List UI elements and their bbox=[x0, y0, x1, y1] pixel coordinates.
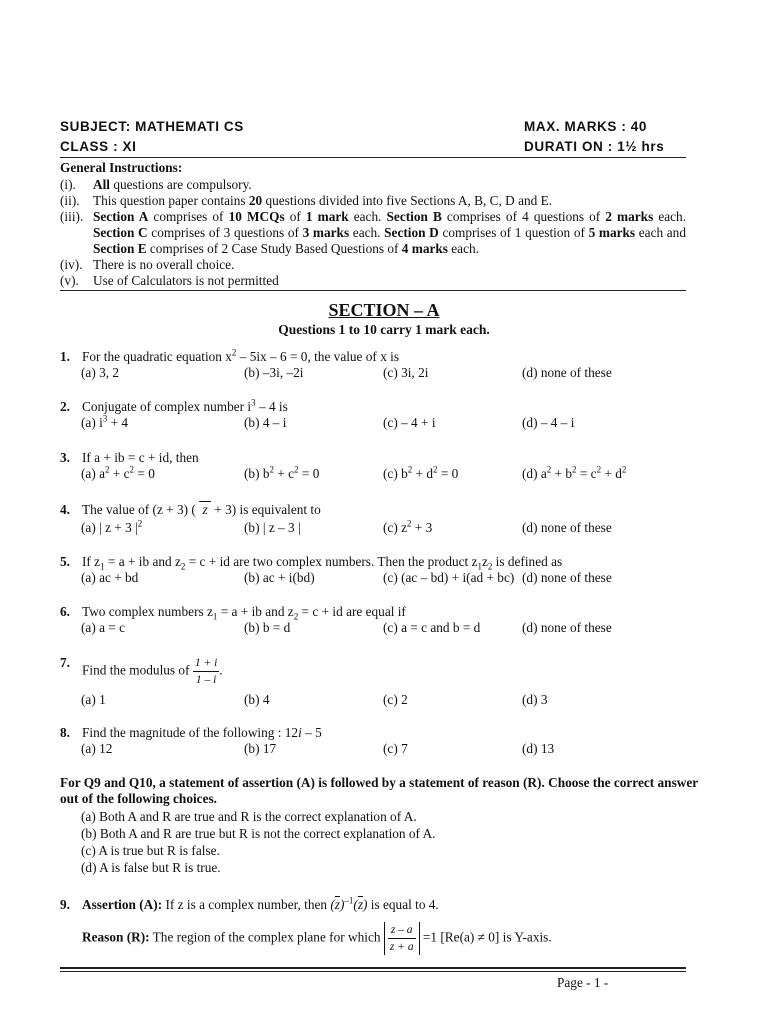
option-c: (c) 3i, 2i bbox=[383, 365, 429, 380]
instruction-text: Use of Calculators is not permitted bbox=[93, 273, 279, 288]
instruction-number: (v). bbox=[60, 273, 79, 288]
question-number: 2. bbox=[60, 399, 70, 414]
option-b: (b) 17 bbox=[244, 741, 277, 756]
header-row-1 bbox=[60, 119, 686, 134]
instruction-text: This question paper contains 20 questions divided into five Sections A, B, C, D and E. bbox=[93, 193, 553, 208]
option-d: (d) none of these bbox=[522, 620, 612, 635]
assertion-reason-intro: For Q9 and Q10, a statement of assertion (A) is followed by a statement of reason (R). Choose the correct answer out of the following choices. bbox=[60, 775, 698, 806]
option-c: (c) $b^2 + d^2 = 0$ bbox=[383, 464, 459, 481]
question-number: 1. bbox=[60, 349, 70, 364]
question-number: 5. bbox=[60, 554, 70, 569]
question-number: 9. bbox=[60, 897, 70, 912]
reason-text: Reason (R): The region of the complex plane for which $\frac{z - a}{z + a}$ =1 [Re(a) ≠ 0] is Y-axis. bbox=[82, 924, 552, 953]
option-a: (a) 1 bbox=[81, 692, 106, 707]
question-text: For the quadratic equation $x^2 - 5ix - 6 = 0$, the value of x is bbox=[82, 347, 400, 364]
question-number: 7. bbox=[60, 655, 70, 670]
option-a: (a) 12 bbox=[81, 741, 113, 756]
footer-rule-thin bbox=[60, 971, 686, 972]
instruction-number: (i). bbox=[60, 177, 76, 192]
instructions-title: General Instructions: bbox=[60, 160, 183, 175]
footer-rule bbox=[60, 967, 686, 969]
header-divider bbox=[60, 157, 686, 158]
assertion-text: Assertion (A): If z is a complex number, then $(\overline{z})^{-1}(\overline{z})$ is equal to 4. bbox=[82, 895, 439, 912]
instruction-item bbox=[60, 177, 686, 193]
ar-choice: (c) A is true but R is false. bbox=[81, 843, 220, 858]
question-number: 3. bbox=[60, 450, 70, 465]
page-number: Page - 1 - bbox=[557, 975, 609, 990]
option-a: (a) ac + bd bbox=[81, 570, 139, 585]
subject-label: SUBJECT: MATHEMATI CS bbox=[60, 119, 244, 134]
option-a: (a) $i^3 + 4$ bbox=[81, 413, 129, 430]
option-d: (d) none of these bbox=[522, 365, 612, 380]
option-b: (b) 4 – i bbox=[244, 415, 287, 430]
option-c: (c) 2 bbox=[383, 692, 408, 707]
option-a: (a) 3, 2 bbox=[81, 365, 120, 380]
option-a: (a) $a^2 + c^2 = 0$ bbox=[81, 464, 155, 481]
question-text: Two complex numbers $z_1 = a$ + ib and $z_2 = c$ + id are equal if bbox=[82, 604, 406, 622]
option-a: (a) | z + 3 $|^2$ bbox=[81, 518, 143, 535]
instruction-item bbox=[60, 209, 686, 257]
option-d: (d) 3 bbox=[522, 692, 548, 707]
instruction-text: Section A comprises of 10 MCQs of 1 mark each. Section B comprises of 4 questions of 2 marks each. Section C comprises of 3 questions of 3 marks each. Section D comprises of 1 question of 5 marks each and Section E comprises of 2 Case Study Based Questions of 4 marks each. bbox=[93, 209, 687, 256]
question-text: Find the modulus of $\frac{1 + i}{1 - i}$ . bbox=[82, 657, 223, 686]
section-title: SECTION – A bbox=[328, 300, 440, 320]
option-a: (a) a = c bbox=[81, 620, 126, 635]
option-b: (b) –3i, –2i bbox=[244, 365, 304, 380]
option-b: (b) ac + i(bd) bbox=[244, 570, 315, 585]
option-b: (b) $b^2 + c^2 = 0$ bbox=[244, 464, 320, 481]
duration-label: DURATI ON : 1½ hrs bbox=[524, 139, 665, 154]
question-number: 6. bbox=[60, 604, 70, 619]
instruction-text: All questions are compulsory. bbox=[93, 177, 252, 192]
ar-choice: (d) A is false but R is true. bbox=[81, 860, 221, 875]
option-b: (b) b = d bbox=[244, 620, 291, 635]
instruction-number: (iii). bbox=[60, 209, 84, 224]
option-c: (c) (ac – bd) + i(ad + bc) bbox=[383, 570, 515, 585]
option-c: (c) a = c and b = d bbox=[383, 620, 481, 635]
option-d: (d) none of these bbox=[522, 570, 612, 585]
instruction-number: (iv). bbox=[60, 257, 83, 272]
question-text: Conjugate of complex number $i^3 - 4$ is bbox=[82, 397, 288, 414]
option-d: (d) none of these bbox=[522, 520, 612, 535]
instructions-divider bbox=[60, 290, 686, 291]
instruction-item bbox=[60, 193, 686, 209]
header-row-2 bbox=[60, 139, 686, 154]
instruction-item bbox=[60, 273, 686, 289]
question-number: 4. bbox=[60, 502, 70, 517]
question-number: 8. bbox=[60, 725, 70, 740]
question-text: If a + ib = c + id, then bbox=[82, 450, 199, 465]
section-subtitle: Questions 1 to 10 carry 1 mark each. bbox=[278, 322, 490, 337]
class-label: CLASS : XI bbox=[60, 139, 137, 154]
option-c: (c) – 4 + i bbox=[383, 415, 436, 430]
option-c: (c) $z^2 + 3$ bbox=[383, 518, 433, 535]
option-c: (c) 7 bbox=[383, 741, 408, 756]
max-marks-label: MAX. MARKS : 40 bbox=[524, 119, 648, 134]
question-text: The value of (z + 3) ( z + 3) is equivalent to bbox=[82, 502, 321, 517]
question-text: If $z_1 = a$ + ib and $z_2 = c$ + id are two complex numbers. Then the product $z_1z_2$ is defined as bbox=[82, 554, 563, 572]
instruction-text: There is no overall choice. bbox=[93, 257, 235, 272]
instruction-number: (ii). bbox=[60, 193, 80, 208]
option-d: (d) – 4 – i bbox=[522, 415, 575, 430]
option-b: (b) | z – 3 | bbox=[244, 520, 301, 535]
question-text: Find the magnitude of the following : 12i – 5 bbox=[82, 725, 322, 740]
option-d: (d) 13 bbox=[522, 741, 555, 756]
ar-choice: (b) Both A and R are true but R is not the correct explanation of A. bbox=[81, 826, 436, 841]
instruction-item bbox=[60, 257, 686, 273]
option-b: (b) 4 bbox=[244, 692, 270, 707]
ar-choice: (a) Both A and R are true and R is the correct explanation of A. bbox=[81, 809, 417, 824]
option-d: (d) $a^2 + b^2 = c^2 + d^2$ bbox=[522, 464, 627, 481]
